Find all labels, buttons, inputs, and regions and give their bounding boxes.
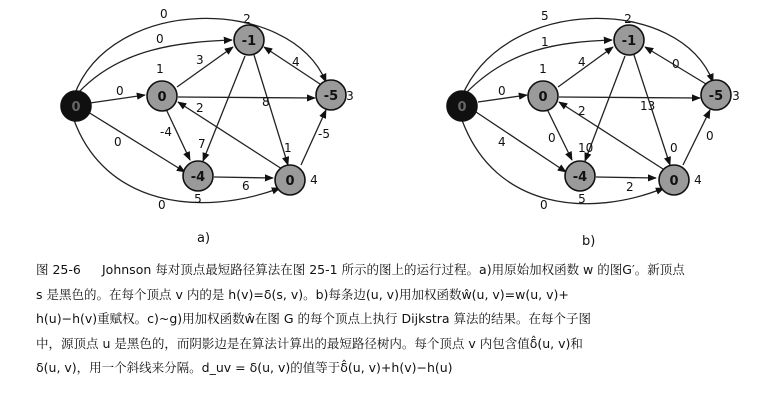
vertex-index: 1 (539, 62, 547, 76)
weight-a-2-4: 1 (284, 141, 292, 155)
edge-s-5 (88, 112, 185, 172)
subfigure-label-b: b) (582, 234, 596, 249)
vertex-b-2 (614, 12, 644, 55)
vertex-a-4 (275, 165, 318, 195)
weight-a-s-2: 0 (156, 32, 164, 46)
vertex-b-s (447, 91, 477, 121)
vertex-index: 3 (346, 89, 354, 103)
caption-text: Johnson 每对顶点最短路径算法在图 25-1 所示的图上的运行过程。a)用原始加权函数 w 的图G′。新顶点 (102, 262, 685, 277)
weight-b-3-2: 0 (672, 57, 680, 71)
weight-b-5-4: 2 (626, 180, 634, 194)
vertex-index: 4 (310, 173, 318, 187)
caption-line (36, 258, 761, 283)
vertex-value: 0 (669, 174, 679, 189)
vertex-value: 0 (457, 100, 467, 115)
weight-a-4-1: 2 (196, 101, 204, 115)
vertex-index: 4 (694, 173, 702, 187)
vertex-b-5 (565, 161, 595, 206)
vertex-a-5 (183, 161, 213, 206)
edge-5-4 (214, 177, 273, 178)
edge-4-1 (178, 102, 282, 169)
weight-b-4-1: 2 (578, 104, 586, 118)
weight-b-1-5: 0 (548, 131, 556, 145)
vertex-b-4 (659, 165, 702, 195)
weight-a-2-5: 7 (198, 137, 206, 151)
vertex-value: -5 (323, 89, 339, 104)
vertex-index: 5 (194, 192, 202, 206)
edge-b-s-4 (462, 120, 664, 204)
vertex-index: 5 (578, 192, 586, 206)
subfigure-label-a: a) (197, 231, 211, 246)
vertex-index: 2 (624, 12, 632, 26)
vertex-value: -4 (190, 170, 206, 185)
edge-b-1-3 (559, 97, 700, 98)
weight-a-1-5: -4 (160, 125, 172, 139)
caption-line: 中，源顶点 u 是黑色的，而阴影边是在算法计算出的最短路径树内。每个顶点 v 内包含值δ̂(u, v)和 (36, 335, 583, 351)
weight-a-4-3: -5 (318, 127, 330, 141)
weight-a-5-4: 6 (242, 179, 250, 193)
vertex-value: 0 (71, 100, 81, 115)
caption-line: δ(u, v)，用一个斜线来分隔。d_uv = δ(u, v)的值等于δ̂(u, v)+h(v)−h(u) (36, 360, 453, 375)
weight-b-s-5: 4 (498, 135, 506, 149)
weight-b-2-4: 0 (670, 141, 678, 155)
vertex-value: -4 (572, 170, 588, 185)
vertex-b-3 (701, 80, 740, 110)
vertex-index: 2 (243, 12, 251, 26)
weight-b-1-2: 4 (578, 55, 586, 69)
vertex-value: 0 (157, 90, 167, 105)
weight-b-2-5: 10 (578, 141, 594, 155)
caption-line: s 是黑色的。在每个顶点 v 内的是 h(v)=δ(s, v)。b)每条边(u, v)用加权函数ŵ(u, v)=w(u, v)+ (36, 286, 569, 302)
weight-a-s-3: 0 (160, 7, 168, 21)
weight-b-4-3: 0 (706, 129, 714, 143)
figure-number: 图 25-6 (36, 262, 81, 277)
weight-b-1-3: 13 (640, 99, 656, 113)
weight-a-s-1: 0 (116, 84, 124, 98)
vertex-value: -1 (241, 34, 257, 49)
edge-b-5-4 (596, 177, 656, 178)
caption-line: h(u)−h(v)重赋权。c)~g)用加权函数ŵ在图 G 的每个顶点上执行 Dijkstra 算法的结果。在每个子图 (36, 311, 592, 326)
vertex-a-1 (147, 62, 177, 111)
vertex-a-s (61, 91, 91, 121)
weight-a-s-5: 0 (114, 135, 122, 149)
weight-b-s-2: 1 (541, 35, 549, 49)
figure-caption (36, 258, 761, 381)
edge-1-3 (178, 97, 315, 98)
vertex-b-1 (528, 62, 558, 111)
weight-a-3-2: 4 (292, 55, 300, 69)
weight-b-s-4: 0 (540, 198, 548, 212)
edge-2-4 (254, 55, 288, 165)
vertex-a-3 (316, 80, 354, 110)
weight-a-1-2: 3 (196, 53, 204, 67)
vertex-a-2 (234, 12, 264, 55)
vertex-value: -1 (621, 34, 637, 49)
vertex-value: -5 (708, 89, 724, 104)
weight-a-s-4: 0 (158, 198, 166, 212)
vertex-index: 3 (732, 89, 740, 103)
edge-2-5 (203, 56, 245, 161)
vertex-value: 0 (285, 174, 295, 189)
vertex-value: 0 (538, 90, 548, 105)
vertex-index: 1 (156, 62, 164, 76)
weight-b-s-3: 5 (541, 9, 549, 23)
weight-b-s-1: 0 (498, 84, 506, 98)
edge-1-2 (177, 47, 233, 87)
weight-a-1-3: 8 (262, 95, 270, 109)
